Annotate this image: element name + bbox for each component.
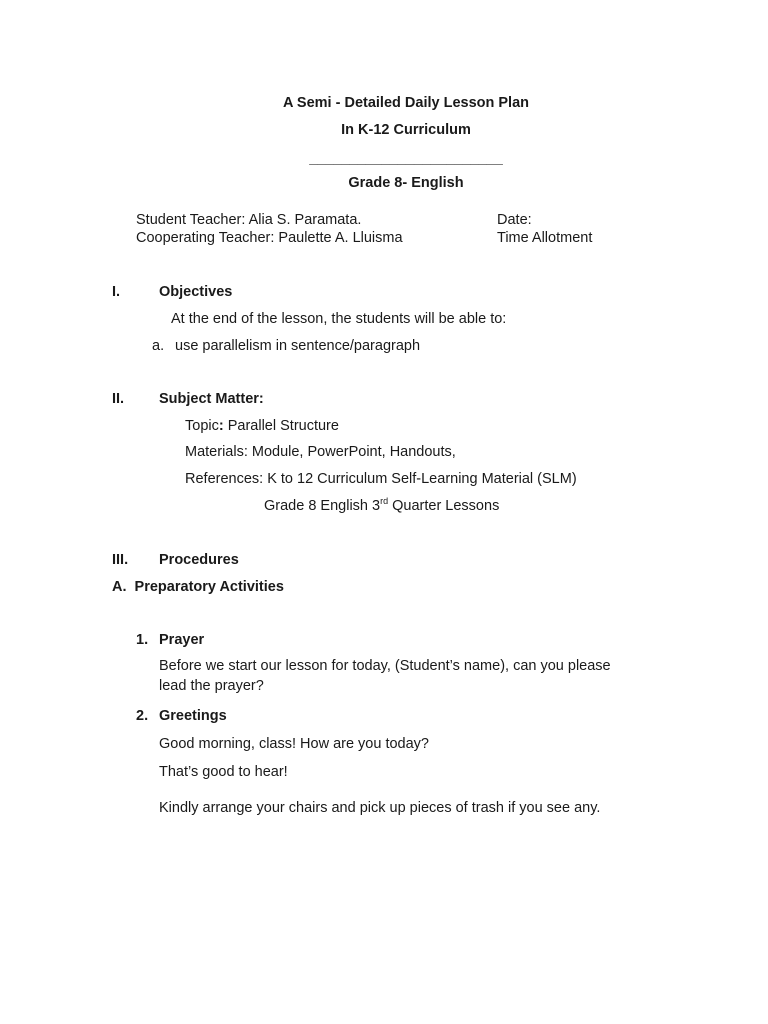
objectives-intro: At the end of the lesson, the students will be able to:: [171, 311, 507, 327]
references-line: References: K to 12 Curriculum Self-Learning Material (SLM): [185, 471, 577, 487]
time-allotment-label: Time Allotment: [497, 230, 593, 246]
greetings-text-line-3: Kindly arrange your chairs and pick up pieces of trash if you see any.: [159, 800, 601, 816]
prayer-marker: 1.: [136, 632, 149, 648]
procedures-numeral: III.: [112, 552, 129, 568]
document-title: A Semi - Detailed Daily Lesson Plan: [282, 95, 530, 111]
greetings-text-line-2: That’s good to hear!: [159, 764, 288, 780]
ref-quarter-text: Quarter Lessons: [388, 498, 500, 514]
objectives-numeral: I.: [112, 284, 121, 300]
document-subtitle: In K-12 Curriculum: [341, 122, 471, 138]
cooperating-teacher: Cooperating Teacher: Paulette A. Lluisma: [136, 230, 403, 246]
ref-ordinal-suffix: rd: [380, 496, 389, 506]
objective-item-marker: a.: [152, 338, 165, 354]
greetings-text-line-1: Good morning, class! How are you today?: [159, 736, 429, 752]
objective-item-text: use parallelism in sentence/paragraph: [175, 338, 421, 354]
topic-colon: :: [218, 418, 224, 434]
ref-grade-text: Grade 8 English 3: [264, 498, 381, 514]
preparatory-activities-heading: A. Preparatory Activities: [112, 579, 284, 595]
subject-matter-heading: Subject Matter:: [159, 391, 264, 407]
topic-line: [185, 417, 339, 435]
date-label: Date:: [497, 212, 532, 228]
topic-label: Topic: [185, 418, 219, 434]
grade-heading: Grade 8- English: [348, 175, 464, 191]
greetings-heading: Greetings: [159, 708, 227, 724]
prayer-text-line-2: lead the prayer?: [159, 678, 264, 694]
references-line-2: [264, 497, 499, 515]
student-teacher: Student Teacher: Alia S. Paramata.: [136, 212, 362, 228]
procedures-heading: Procedures: [159, 552, 239, 568]
objectives-heading: Objectives: [159, 284, 233, 300]
prayer-heading: Prayer: [159, 632, 205, 648]
blank-line: ________________________: [309, 151, 503, 167]
topic-value: Parallel Structure: [223, 418, 339, 434]
subject-matter-numeral: II.: [112, 391, 125, 407]
greetings-marker: 2.: [136, 708, 149, 724]
prayer-text-line-1: Before we start our lesson for today, (Student’s name), can you please: [159, 658, 611, 674]
materials-line: Materials: Module, PowerPoint, Handouts,: [185, 444, 456, 460]
